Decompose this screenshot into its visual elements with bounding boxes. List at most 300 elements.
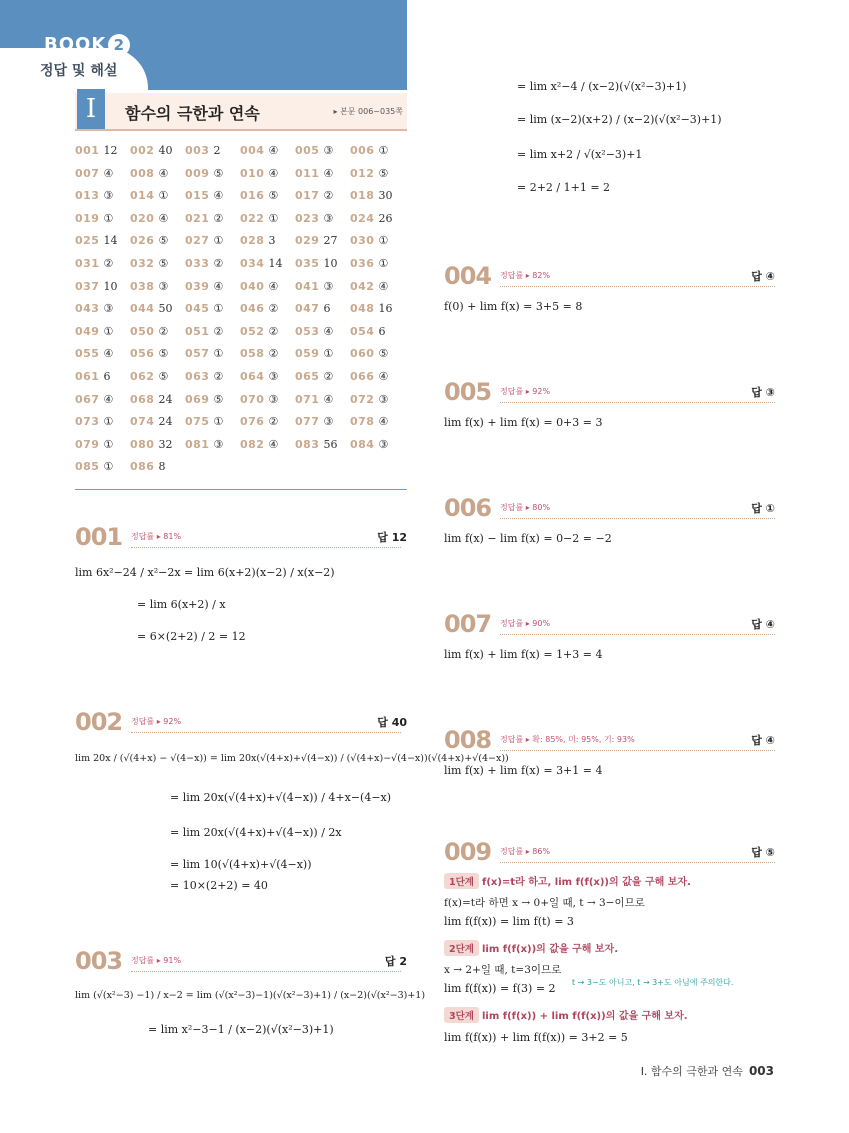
question-number: 055 xyxy=(75,347,100,361)
step-2 xyxy=(444,940,618,956)
answer-value: 16 xyxy=(378,302,393,316)
answer-value: ① xyxy=(213,234,224,248)
answer-cell xyxy=(130,234,168,247)
answer-value: ② xyxy=(268,324,279,338)
answer-value: ④ xyxy=(323,392,334,406)
answer-row xyxy=(75,189,407,212)
answer-value: ② xyxy=(213,369,224,383)
answer-cell xyxy=(350,415,388,428)
solution-line: = lim 10(√(4+x)+√(4−x)) xyxy=(170,858,312,871)
question-number: 076 xyxy=(240,415,265,429)
question-number: 006 xyxy=(350,144,375,157)
question-number: 026 xyxy=(130,234,155,248)
question-number: 036 xyxy=(350,256,375,270)
question-number: 039 xyxy=(185,279,210,293)
answer-cell xyxy=(295,280,333,293)
answer-cell xyxy=(75,144,117,157)
question-number: 040 xyxy=(240,279,265,293)
solution-line: x → 2+일 때, t=3이므로 xyxy=(444,964,562,976)
answer-row xyxy=(75,347,407,370)
question-number: 005 xyxy=(295,144,320,157)
question-number: 082 xyxy=(240,437,265,451)
answer-row xyxy=(75,212,407,235)
answer-cell xyxy=(185,234,223,247)
question-number: 016 xyxy=(240,189,265,203)
step-badge: 3단계 xyxy=(444,1007,479,1023)
problem-number: 001 xyxy=(75,523,123,551)
answer-value: ④ xyxy=(378,369,389,383)
answer-value: ③ xyxy=(268,369,279,383)
answer-cell xyxy=(185,167,223,180)
answer-label: 답 ④ xyxy=(751,270,775,283)
answer-cell xyxy=(130,438,172,451)
answer-label: 답 ① xyxy=(751,502,775,515)
solution-line: lim f(x) + lim f(x) = 3+1 = 4 xyxy=(444,764,603,777)
answer-row xyxy=(75,234,407,257)
question-number: 017 xyxy=(295,189,320,203)
correct-rate: 정답률 ▸ 90% xyxy=(500,619,551,628)
question-number: 059 xyxy=(295,347,320,361)
answer-cell xyxy=(75,257,113,270)
answer-value: ③ xyxy=(323,144,334,157)
answer-cell xyxy=(130,257,168,270)
answer-cell xyxy=(350,280,388,293)
footer-chapter: I. 함수의 극한과 연속 xyxy=(640,1065,743,1078)
answer-value: ② xyxy=(213,211,224,225)
solution-line: lim f(f(x)) + lim f(f(x)) = 3+2 = 5 xyxy=(444,1031,628,1044)
step-text: f(x)=t라 하고, lim f(f(x))의 값을 구해 보자. xyxy=(481,877,691,888)
answer-value: ④ xyxy=(323,324,334,338)
answer-value: ⑤ xyxy=(158,234,169,248)
answer-value: ② xyxy=(268,415,279,429)
answer-cell xyxy=(75,415,113,428)
question-number: 081 xyxy=(185,437,210,451)
answer-value: ② xyxy=(268,347,279,361)
answer-cell xyxy=(130,212,168,225)
answer-value: ② xyxy=(213,324,224,338)
answer-cell xyxy=(130,460,165,473)
answer-cell xyxy=(75,370,110,383)
problem-001 xyxy=(75,523,407,553)
question-number: 049 xyxy=(75,324,100,338)
question-number: 042 xyxy=(350,279,375,293)
question-number: 019 xyxy=(75,211,100,225)
answer-row xyxy=(75,144,407,167)
answer-cell xyxy=(295,393,333,406)
page-number: 003 xyxy=(748,1064,774,1078)
answer-value: 24 xyxy=(158,415,173,429)
question-number: 060 xyxy=(350,347,375,361)
chapter-title: 함수의 극한과 연속 xyxy=(125,104,260,123)
answer-cell xyxy=(295,167,333,180)
answer-value: ④ xyxy=(323,166,334,180)
question-number: 078 xyxy=(350,415,375,429)
answer-cell xyxy=(350,234,388,247)
question-number: 004 xyxy=(240,144,265,157)
answer-value: ③ xyxy=(323,279,334,293)
answer-value: ② xyxy=(323,369,334,383)
answer-cell xyxy=(240,302,278,315)
side-note: t → 3−도 아니고, t → 3+도 아님에 주의한다. xyxy=(572,978,734,987)
question-number: 030 xyxy=(350,234,375,248)
answer-value: 6 xyxy=(103,369,111,383)
answer-cell xyxy=(295,257,337,270)
answer-value: 14 xyxy=(268,256,283,270)
answer-cell xyxy=(240,189,278,202)
answer-row xyxy=(75,370,407,393)
answer-cell xyxy=(185,189,223,202)
question-number: 018 xyxy=(350,189,375,203)
answer-cell xyxy=(185,257,223,270)
answer-value: ⑤ xyxy=(378,347,389,361)
answer-value: ④ xyxy=(268,144,279,157)
answer-value: ⑤ xyxy=(158,347,169,361)
answer-value: ④ xyxy=(103,166,114,180)
answer-value: 26 xyxy=(378,211,393,225)
solution-line: = lim (x−2)(x+2) / (x−2)(√(x²−3)+1) xyxy=(517,113,722,126)
question-number: 065 xyxy=(295,369,320,383)
answer-value: ③ xyxy=(268,392,279,406)
answer-cell xyxy=(240,438,278,451)
solution-line: = lim 6(x+2) / x xyxy=(137,598,226,611)
page-footer xyxy=(641,1063,774,1079)
question-number: 071 xyxy=(295,392,320,406)
answer-label: 답 40 xyxy=(377,716,407,729)
answer-value: ③ xyxy=(103,189,114,203)
dotted-rule xyxy=(131,732,401,733)
answer-cell xyxy=(130,280,168,293)
question-number: 066 xyxy=(350,369,375,383)
question-number: 044 xyxy=(130,302,155,316)
question-number: 015 xyxy=(185,189,210,203)
question-number: 010 xyxy=(240,166,265,180)
answer-cell xyxy=(350,370,388,383)
answer-cell xyxy=(350,167,388,180)
solution-line: lim f(f(x)) = f(3) = 2 xyxy=(444,982,556,995)
dotted-rule xyxy=(500,518,775,519)
answer-label: 답 ⑤ xyxy=(751,846,775,859)
solution-line: = lim 20x(√(4+x)+√(4−x)) / 2x xyxy=(170,826,342,839)
answer-value: 24 xyxy=(158,392,173,406)
question-number: 072 xyxy=(350,392,375,406)
question-number: 021 xyxy=(185,211,210,225)
question-number: 031 xyxy=(75,256,100,270)
answer-cell xyxy=(185,370,223,383)
answer-value: 6 xyxy=(323,302,331,316)
answer-value: ③ xyxy=(323,211,334,225)
answer-cell xyxy=(75,460,113,473)
chapter-page-ref: ▸ 본문 006~035쪽 xyxy=(333,107,403,116)
answer-cell xyxy=(295,325,333,338)
question-number: 027 xyxy=(185,234,210,248)
question-number: 050 xyxy=(130,324,155,338)
question-number: 023 xyxy=(295,211,320,225)
answer-value: ④ xyxy=(158,166,169,180)
answer-value: ① xyxy=(103,324,114,338)
question-number: 046 xyxy=(240,302,265,316)
question-number: 029 xyxy=(295,234,320,248)
problem-008 xyxy=(444,726,775,756)
answer-cell xyxy=(350,325,385,338)
question-number: 058 xyxy=(240,347,265,361)
answer-cell xyxy=(295,438,337,451)
answer-value: ⑤ xyxy=(213,392,224,406)
question-number: 085 xyxy=(75,460,100,474)
answer-cell xyxy=(295,234,337,247)
answer-value: 40 xyxy=(158,144,173,157)
answer-cell xyxy=(185,325,223,338)
answer-cell xyxy=(185,212,223,225)
correct-rate: 정답률 ▸ 92% xyxy=(500,387,551,396)
answer-value: ① xyxy=(268,211,279,225)
answer-cell xyxy=(240,393,278,406)
answer-cell xyxy=(295,302,330,315)
answer-cell xyxy=(350,257,388,270)
section-subtitle: 정답 및 해설 xyxy=(40,63,118,79)
answer-value: ④ xyxy=(268,166,279,180)
question-number: 074 xyxy=(130,415,155,429)
step-badge: 1단계 xyxy=(444,873,479,889)
answer-value: ④ xyxy=(103,347,114,361)
solution-line: lim 20x / (√(4+x) − √(4−x)) = lim 20x(√(4+x)+√(4−x)) / (√(4+x)−√(4−x))(√(4+x)+√(4−x)) xyxy=(75,753,509,764)
problem-number: 004 xyxy=(444,262,492,290)
solution-line: = lim x+2 / √(x²−3)+1 xyxy=(517,148,643,161)
answer-cell xyxy=(130,370,168,383)
question-number: 020 xyxy=(130,211,155,225)
answer-cell xyxy=(240,415,278,428)
answer-value: ① xyxy=(213,302,224,316)
answer-cell xyxy=(350,347,388,360)
question-number: 035 xyxy=(295,256,320,270)
chapter-title-bar xyxy=(75,93,407,131)
question-number: 083 xyxy=(295,437,320,451)
answer-cell xyxy=(240,325,278,338)
correct-rate: 정답률 ▸ 80% xyxy=(500,503,551,512)
answer-cell xyxy=(75,393,113,406)
answer-cell xyxy=(350,212,392,225)
question-number: 069 xyxy=(185,392,210,406)
answer-cell xyxy=(130,347,168,360)
answer-label: 답 ③ xyxy=(751,386,775,399)
answer-value: ② xyxy=(323,189,334,203)
answer-label: 답 ④ xyxy=(751,618,775,631)
answer-cell xyxy=(75,212,113,225)
answer-value: 8 xyxy=(158,460,166,474)
answer-cell xyxy=(130,144,172,157)
answer-cell xyxy=(130,325,168,338)
answer-value: 14 xyxy=(103,234,118,248)
answer-cell xyxy=(240,167,278,180)
answer-value: ③ xyxy=(213,437,224,451)
problem-number: 008 xyxy=(444,726,492,754)
answer-row xyxy=(75,415,407,438)
question-number: 002 xyxy=(130,144,155,157)
correct-rate: 정답률 ▸ 86% xyxy=(500,847,551,856)
book-label: BOOK 2 xyxy=(44,34,130,56)
solution-line: = lim x²−3−1 / (x−2)(√(x²−3)+1) xyxy=(148,1023,334,1036)
answer-cell xyxy=(185,280,223,293)
answer-cell xyxy=(75,189,113,202)
answer-row xyxy=(75,167,407,190)
question-number: 052 xyxy=(240,324,265,338)
question-number: 051 xyxy=(185,324,210,338)
answer-cell xyxy=(240,347,278,360)
question-number: 067 xyxy=(75,392,100,406)
answer-value: 30 xyxy=(378,189,393,203)
answer-value: ⑤ xyxy=(158,256,169,270)
solution-line: = lim x²−4 / (x−2)(√(x²−3)+1) xyxy=(517,80,687,93)
question-number: 054 xyxy=(350,324,375,338)
question-number: 025 xyxy=(75,234,100,248)
answer-value: ② xyxy=(103,256,114,270)
step-text: lim f(f(x)) + lim f(f(x))의 값을 구해 보자. xyxy=(481,1011,688,1022)
answer-row xyxy=(75,325,407,348)
solution-line: = lim 20x(√(4+x)+√(4−x)) / 4+x−(4−x) xyxy=(170,791,392,804)
question-number: 014 xyxy=(130,189,155,203)
question-number: 001 xyxy=(75,144,100,157)
problem-002 xyxy=(75,708,407,738)
question-number: 061 xyxy=(75,369,100,383)
dotted-rule xyxy=(500,862,775,863)
answer-value: ① xyxy=(378,234,389,248)
answer-value: ② xyxy=(158,324,169,338)
answer-value: 2 xyxy=(213,144,221,157)
answer-value: 56 xyxy=(323,437,338,451)
answer-cell xyxy=(75,167,113,180)
answer-value: ② xyxy=(213,256,224,270)
solution-line: lim f(f(x)) = lim f(t) = 3 xyxy=(444,915,574,928)
solution-line: = 6×(2+2) / 2 = 12 xyxy=(137,630,246,643)
question-number: 043 xyxy=(75,302,100,316)
answer-cell xyxy=(350,189,392,202)
question-number: 080 xyxy=(130,437,155,451)
answer-cell xyxy=(130,167,168,180)
question-number: 053 xyxy=(295,324,320,338)
answer-cell xyxy=(295,212,333,225)
solution-line: = 10×(2+2) = 40 xyxy=(170,879,268,892)
chapter-roman: I xyxy=(77,89,105,129)
answer-cell xyxy=(240,144,278,157)
dotted-rule xyxy=(500,402,775,403)
question-number: 064 xyxy=(240,369,265,383)
question-number: 012 xyxy=(350,166,375,180)
answer-cell xyxy=(75,438,113,451)
question-number: 063 xyxy=(185,369,210,383)
answer-value: ① xyxy=(103,211,114,225)
question-number: 003 xyxy=(185,144,210,157)
problem-006 xyxy=(444,494,775,524)
step-text: lim f(f(x))의 값을 구해 보자. xyxy=(481,944,619,955)
answer-cell xyxy=(185,415,223,428)
answer-value: 10 xyxy=(103,279,118,293)
answer-cell xyxy=(185,302,223,315)
problem-number: 009 xyxy=(444,838,492,866)
problem-number: 003 xyxy=(75,947,123,975)
answer-value: ② xyxy=(268,302,279,316)
question-number: 007 xyxy=(75,166,100,180)
correct-rate: 정답률 ▸ 92% xyxy=(131,717,182,726)
answer-value: ① xyxy=(103,437,114,451)
answer-value: ⑤ xyxy=(378,166,389,180)
answer-grid xyxy=(75,144,407,483)
step-3 xyxy=(444,1007,688,1023)
answer-cell xyxy=(350,144,388,157)
question-number: 028 xyxy=(240,234,265,248)
dotted-rule xyxy=(500,750,775,751)
answer-value: ③ xyxy=(323,415,334,429)
answer-cell xyxy=(75,280,117,293)
answer-value: ① xyxy=(158,189,169,203)
answer-value: ④ xyxy=(378,279,389,293)
solution-line: lim 6x²−24 / x²−2x = lim 6(x+2)(x−2) / x(x−2) xyxy=(75,566,335,579)
question-number: 037 xyxy=(75,279,100,293)
step-1 xyxy=(444,873,691,889)
divider xyxy=(75,489,407,490)
question-number: 075 xyxy=(185,415,210,429)
solution-line: lim (√(x²−3) −1) / x−2 = lim (√(x²−3)−1)(√(x²−3)+1) / (x−2)(√(x²−3)+1) xyxy=(75,990,426,1001)
answer-cell xyxy=(75,234,117,247)
answer-cell xyxy=(350,302,392,315)
correct-rate: 정답률 ▸ 81% xyxy=(131,532,182,541)
dotted-rule xyxy=(500,286,775,287)
answer-value: 27 xyxy=(323,234,338,248)
answer-cell xyxy=(295,415,333,428)
answer-row xyxy=(75,257,407,280)
answer-value: ⑤ xyxy=(213,166,224,180)
answer-value: ① xyxy=(213,415,224,429)
answer-value: ④ xyxy=(213,279,224,293)
correct-rate: 정답률 ▸ 확: 85%, 미: 95%, 기: 93% xyxy=(500,735,635,744)
answer-cell xyxy=(185,393,223,406)
answer-cell xyxy=(185,347,223,360)
question-number: 056 xyxy=(130,347,155,361)
question-number: 009 xyxy=(185,166,210,180)
question-number: 084 xyxy=(350,437,375,451)
solution-line: f(0) + lim f(x) = 3+5 = 8 xyxy=(444,300,583,313)
question-number: 073 xyxy=(75,415,100,429)
answer-value: ① xyxy=(103,415,114,429)
answer-cell xyxy=(295,347,333,360)
answer-row xyxy=(75,280,407,303)
dotted-rule xyxy=(131,547,401,548)
answer-value: ① xyxy=(103,460,114,474)
problem-number: 002 xyxy=(75,708,123,736)
answer-cell xyxy=(130,415,172,428)
answer-cell xyxy=(185,144,220,157)
question-number: 032 xyxy=(130,256,155,270)
answer-cell xyxy=(240,257,282,270)
answer-value: 50 xyxy=(158,302,173,316)
problem-003 xyxy=(75,947,407,977)
answer-value: 6 xyxy=(378,324,386,338)
answer-cell xyxy=(350,438,388,451)
problem-009 xyxy=(444,838,775,868)
question-number: 024 xyxy=(350,211,375,225)
question-number: 047 xyxy=(295,302,320,316)
question-number: 034 xyxy=(240,256,265,270)
solution-line: lim f(x) + lim f(x) = 1+3 = 4 xyxy=(444,648,603,661)
answer-cell xyxy=(240,280,278,293)
answer-value: ④ xyxy=(268,279,279,293)
correct-rate: 정답률 ▸ 91% xyxy=(131,956,182,965)
solution-line: lim f(x) − lim f(x) = 0−2 = −2 xyxy=(444,532,612,545)
answer-value: ④ xyxy=(268,437,279,451)
answer-value: ④ xyxy=(378,415,389,429)
question-number: 022 xyxy=(240,211,265,225)
question-number: 033 xyxy=(185,256,210,270)
answer-cell xyxy=(295,144,333,157)
question-number: 045 xyxy=(185,302,210,316)
